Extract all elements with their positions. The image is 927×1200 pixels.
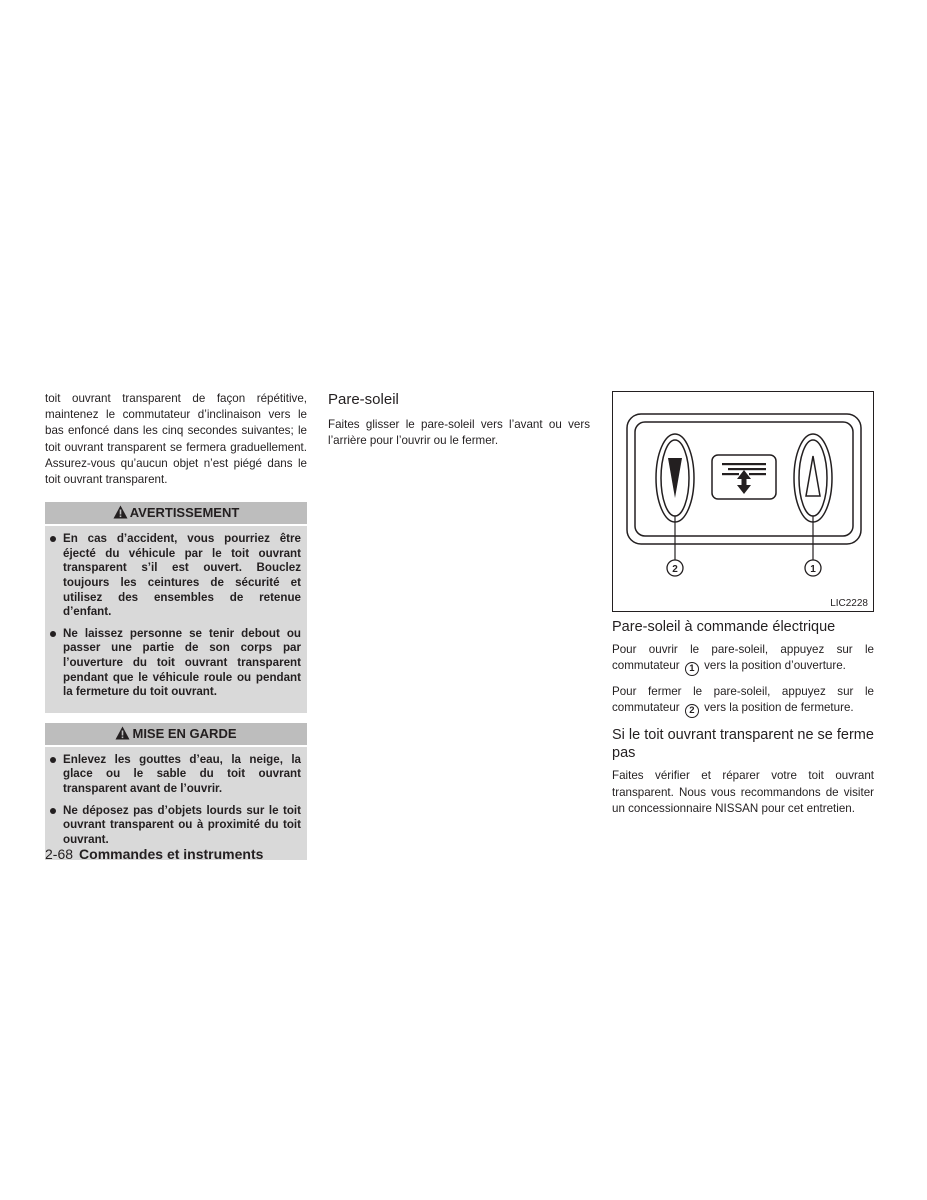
caution-box [45, 723, 307, 861]
caution-title: MISE EN GARDE [132, 725, 237, 741]
warning-triangle-icon [113, 505, 128, 519]
callout-1-icon: 1 [685, 662, 699, 676]
warning-title: AVERTISSEMENT [129, 505, 240, 521]
callout-1: 1 [810, 564, 816, 575]
warning-item: Ne laissez personne se tenir debout ou passer une partie de son corps par l’ouverture du toit ouvrant transparent pendant que le véhicule roule ou pendant la fermeture du toit ouvrant. [45, 627, 301, 700]
intro-paragraph: toit ouvrant transparent de façon répétitive, maintenez le commutateur d’inclinaison vers le bas enfoncé dans les cinq secondes suivantes; le toit ouvrant transparent se fermera graduellement. Assurez-vous qu’aucun objet n’est piégé dans le toit ouvrant transparent. [45, 392, 307, 487]
section-heading-not-closing: Si le toit ouvrant transparent ne se ferme pas [612, 727, 874, 762]
page-number: 2-68 [45, 846, 74, 862]
section-heading-power-sunshade: Pare-soleil à commande électrique [612, 619, 836, 635]
right-column [612, 391, 874, 817]
left-column [45, 391, 307, 870]
bullet-icon [50, 536, 56, 542]
open-instruction: Pour ouvrir le pare-soleil, appuyez sur le commutateur 1 vers la position d’ouverture. [612, 643, 874, 675]
warning-triangle-icon [115, 726, 130, 740]
section-title: Commandes et instruments [79, 846, 264, 862]
warning-item: En cas d’accident, vous pourriez être éjecté du véhicule par le toit ouvrant transparent s’il est ouvert. Bouclez toujours les ceintures de sécurité et utilisez des ensembles de retenue d’enfant. [45, 532, 301, 620]
not-closing-paragraph: Faites vérifier et réparer votre toit ouvrant transparent. Nous vous recommandons de visiter un concessionnaire NISSAN pour cet entretien. [612, 769, 874, 815]
sunshade-switch-illustration [613, 392, 875, 613]
warning-header [45, 502, 307, 526]
close-button-illustration [656, 434, 694, 522]
open-button-illustration [794, 434, 832, 522]
warning-box [45, 502, 307, 713]
middle-column [328, 391, 590, 449]
bullet-icon [50, 757, 56, 763]
sunshade-switch-figure [612, 391, 874, 612]
bullet-icon [50, 808, 56, 814]
caution-header [45, 723, 307, 747]
page-footer [45, 846, 263, 862]
section-heading-pare-soleil: Pare-soleil [328, 391, 399, 408]
close-instruction: Pour fermer le pare-soleil, appuyez sur le commutateur 2 vers la position de fermeture. [612, 685, 874, 717]
callout-2-icon: 2 [685, 704, 699, 718]
arrow-down-icon [668, 458, 682, 498]
pare-soleil-paragraph: Faites glisser le pare-soleil vers l’avant ou vers l’arrière pour l’ouvrir ou le fermer. [328, 418, 590, 448]
figure-label: LIC2228 [830, 598, 868, 609]
sunshade-symbol-icon [712, 455, 776, 499]
bullet-icon [50, 631, 56, 637]
callout-2: 2 [672, 564, 678, 575]
arrow-up-icon [806, 456, 820, 496]
caution-item: Ne déposez pas d’objets lourds sur le toit ouvrant transparent ou à proximité du toit ouvrant. [45, 804, 301, 848]
caution-item: Enlevez les gouttes d’eau, la neige, la glace ou le sable du toit ouvrant transparent avant de l’ouvrir. [45, 753, 301, 797]
